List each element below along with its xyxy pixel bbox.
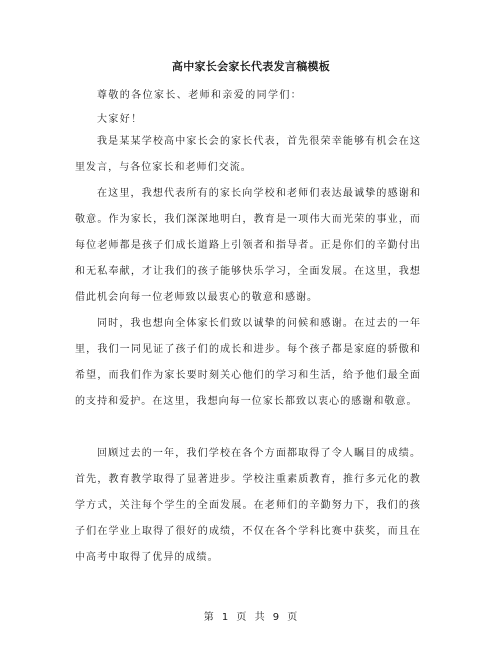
paragraph-3: 同时，我也想向全体家长们致以诚挚的问候和感谢。在过去的一年里，我们一同见证了孩子们的成长和进步。每个孩子都是家庭的骄傲和希望，而我们作为家长要时刻关心他们的学习和生活，给予他们最全面的支持和爱护。在这里，我想向每一位家长都致以衷心的感谢和敬意。	[75, 318, 421, 407]
page-number: 第 1 页 共 9 页	[203, 612, 299, 623]
paragraph-4: 回顾过去的一年，我们学校在各个方面都取得了令人瞩目的成绩。首先，教育教学取得了显著进步。学校注重素质教育，推行多元化的教学方式，关注每个学生的全面发展。在老师们的辛勤努力下，我们的孩子们在学业上取得了很好的成绩，不仅在各个学科比赛中获奖，而且在中高考中取得了优异的成绩。	[75, 448, 421, 563]
greeting: 大家好！	[97, 114, 143, 125]
document-title: 高中家长会家长代表发言稿模板	[171, 60, 331, 73]
paragraph-2: 在这里，我想代表所有的家长向学校和老师们表达最诚挚的感谢和敬意。作为家长，我们深深地明白，教育是一项伟大而光荣的事业，而每位老师都是孩子们成长道路上引领者和指导者。正是你们的辛勤付出和无私奉献，才让我们的孩子能够快乐学习，全面发展。在这里，我想借此机会向每一位老师致以最衷心的敬意和感谢。	[75, 188, 421, 303]
paragraph-1: 我是某某学校高中家长会的家长代表，首先很荣幸能够有机会在这里发言，与各位家长和老师们交流。	[75, 136, 421, 173]
salutation: 尊敬的各位家长、老师和亲爱的同学们：	[97, 90, 303, 101]
